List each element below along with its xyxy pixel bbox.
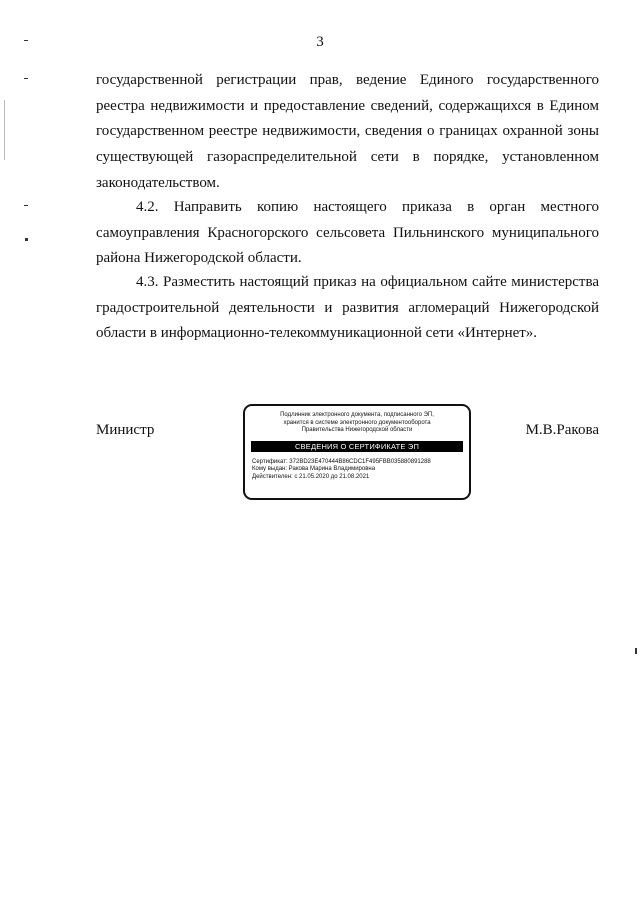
paragraph-4-3: 4.3. Разместить настоящий приказ на официальном сайте министерства градостроительной деятельности и развития агломераций Нижегородской области в информационно-телекоммуникационной сети «Интернет». xyxy=(96,274,599,342)
stamp-header-line: Правительства Нижегородской области xyxy=(301,427,413,433)
certificate-owner: Кому выдан: Ракова Марина Владимировна xyxy=(252,466,376,472)
stamp-header-line: хранится в системе электронного документооборота xyxy=(283,419,431,426)
scan-mark xyxy=(24,40,28,41)
signatory-name: М.В.Ракова xyxy=(525,422,599,438)
scan-mark xyxy=(24,205,28,206)
electronic-signature-stamp xyxy=(243,404,471,500)
scan-mark xyxy=(635,648,637,654)
certificate-validity: Действителен: с 21.05.2020 до 21.08.2021 xyxy=(252,473,370,480)
certificate-number: Сертификат: 372BD23E470444B86CDC1F495FBB035880891288 xyxy=(252,458,431,465)
stamp-certificate-info xyxy=(252,459,469,482)
signatory-title: Министр xyxy=(96,422,155,438)
scan-mark xyxy=(4,100,5,160)
stamp-header-line: Подлинник электронного документа, подписанного ЭП, xyxy=(280,412,434,418)
stamp-banner: СВЕДЕНИЯ О СЕРТИФИКАТЕ ЭП xyxy=(251,441,463,452)
scan-mark xyxy=(25,238,28,241)
paragraph-continuation: государственной регистрации прав, ведение Единого государственного реестра недвижимости и предоставление сведений, содержащихся в Едином государственном реестре недвижимости, сведения о границах охранной зоны существующей газораспределительной сети в порядке, установленном законодательством. xyxy=(96,72,599,191)
page-number: 3 xyxy=(316,34,324,50)
stamp-header xyxy=(245,412,469,435)
scan-mark xyxy=(24,78,28,79)
paragraph-4-2: 4.2. Направить копию настоящего приказа в орган местного самоуправления Красногорского сельсовета Пильнинского муниципального района Нижегородской области. xyxy=(96,199,599,267)
